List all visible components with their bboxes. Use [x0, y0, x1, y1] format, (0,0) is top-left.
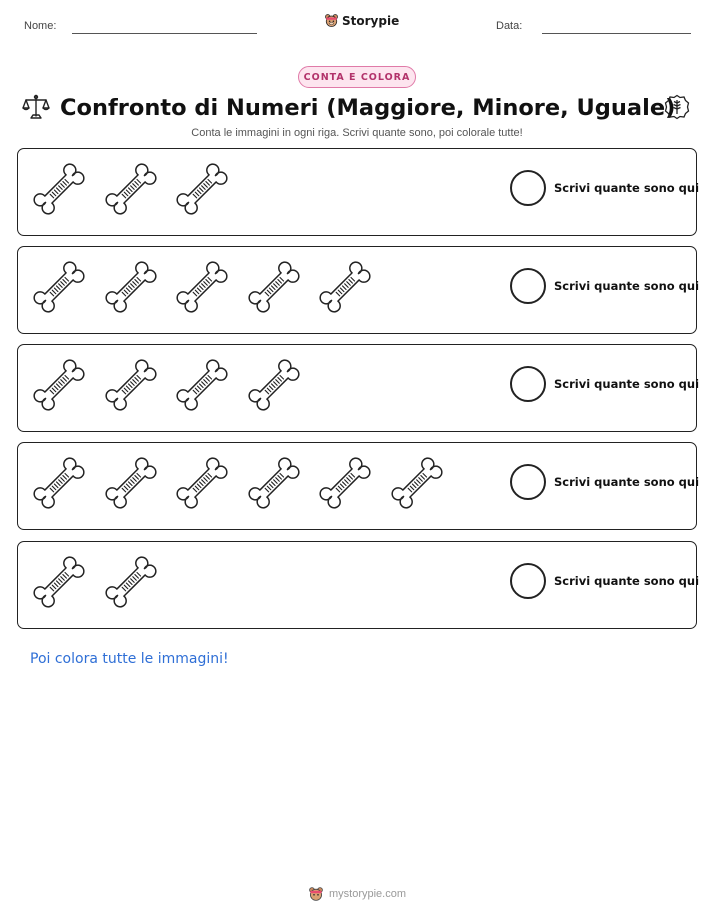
bone-icon[interactable]	[30, 259, 88, 315]
counting-row	[17, 344, 700, 432]
brand-name: Storypie	[342, 13, 400, 28]
bone-icon[interactable]	[388, 455, 446, 511]
counting-row	[17, 541, 700, 629]
write-prompt: Scrivi quante sono qui	[554, 377, 700, 391]
site-url: mystorypie.com	[329, 888, 407, 900]
write-prompt: Scrivi quante sono qui	[554, 279, 700, 293]
balance-scale-icon	[22, 93, 50, 121]
answer-circle[interactable]	[510, 268, 546, 304]
bone-icon[interactable]	[245, 455, 303, 511]
write-prompt: Scrivi quante sono qui	[554, 181, 700, 195]
bone-icon[interactable]	[173, 161, 231, 217]
bone-icon[interactable]	[30, 357, 88, 413]
bone-icon[interactable]	[173, 357, 231, 413]
name-label: Nome:	[24, 20, 57, 32]
bone-icon[interactable]	[102, 357, 160, 413]
write-prompt: Scrivi quante sono qui	[554, 475, 700, 489]
counting-row	[17, 246, 700, 334]
bone-icon[interactable]	[30, 554, 88, 610]
bone-icon[interactable]	[102, 161, 160, 217]
counting-row	[17, 442, 700, 530]
bone-icon[interactable]	[102, 259, 160, 315]
bone-icon[interactable]	[102, 455, 160, 511]
write-prompt: Scrivi quante sono qui	[554, 574, 700, 588]
answer-circle[interactable]	[510, 563, 546, 599]
bone-icon[interactable]	[102, 554, 160, 610]
answer-circle[interactable]	[510, 464, 546, 500]
counting-row	[17, 148, 700, 236]
instructions: Conta le immagini in ogni riga. Scrivi quante sono, poi colorale tutte!	[191, 127, 523, 139]
bone-icon[interactable]	[30, 455, 88, 511]
bear-mascot-icon	[324, 13, 339, 28]
bear-mascot-icon	[308, 886, 324, 902]
bone-icon[interactable]	[245, 259, 303, 315]
brand-logo	[324, 13, 399, 28]
date-label: Data:	[496, 20, 523, 32]
answer-circle[interactable]	[510, 366, 546, 402]
name-write-line[interactable]	[72, 33, 257, 34]
bone-icon[interactable]	[316, 455, 374, 511]
answer-circle[interactable]	[510, 170, 546, 206]
bone-icon[interactable]	[245, 357, 303, 413]
bone-icon[interactable]	[30, 161, 88, 217]
page-title: Confronto di Numeri (Maggiore, Minore, Uguale)	[60, 95, 676, 121]
title-row	[0, 92, 714, 124]
bone-icon[interactable]	[173, 259, 231, 315]
date-write-line[interactable]	[542, 33, 691, 34]
leaf-badge-icon	[664, 94, 690, 120]
bone-icon[interactable]	[316, 259, 374, 315]
bone-icon[interactable]	[173, 455, 231, 511]
color-instruction: Poi colora tutte le immagini!	[30, 651, 229, 667]
site-footer	[308, 886, 406, 902]
activity-badge: CONTA E COLORA	[298, 66, 416, 88]
